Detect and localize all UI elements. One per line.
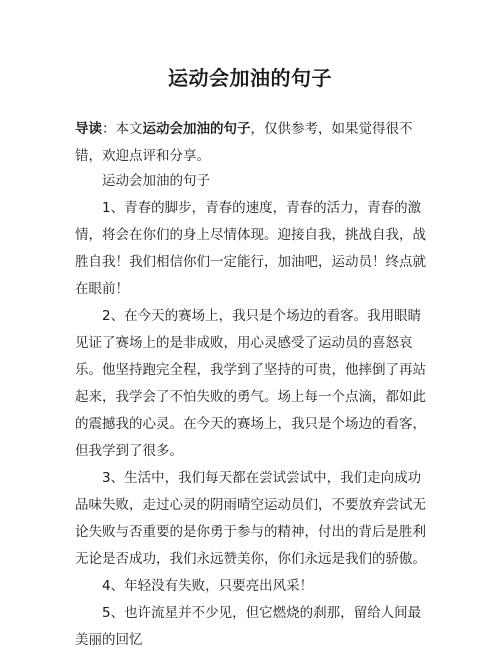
paragraph-2: 2、在今天的赛场上，我只是个场边的看客。我用眼睛见证了赛场上的是非成败，用心灵感受了运动员的喜怒哀乐。他坚持跑完全程，我学到了坚持的可贵，他摔倒了再站起来，我学会了不怕失败的勇气。场上每一个点滴，都如此的震撼我的心灵。在今天的赛场上，我只是个场边的看客，但我学到了很多。: [75, 308, 426, 459]
intro-keyword: 运动会加油的句子: [142, 121, 251, 137]
intro-label: 导读: [75, 121, 102, 137]
paragraph-4: 4、年轻没有失败，只要亮出风采！: [102, 578, 314, 594]
paragraph-5: 5、也许流星并不少见，但它燃烧的刹那，留给人间最美丽的回忆: [75, 605, 422, 648]
paragraph-1: 1、青春的脚步，青春的速度，青春的活力，青春的激情，将会在你们的身上尽情体现。迎接自我，挑战自我，战胜自我！我们相信你们一定能行，加油吧，运动员！终点就在眼前！: [75, 200, 426, 297]
intro-colon: ：本文: [102, 121, 143, 137]
document-body: [75, 168, 433, 654]
paragraph-3: 3、生活中，我们每天都在尝试尝试中，我们走向成功品味失败，走过心灵的阴雨晴空运动员们，不要放弃尝试无论失败与否重要的是你勇于参与的精神，付出的背后是胜利无论是否成功，我们永远赞美你，你们永远是我们的骄傲。: [75, 470, 426, 567]
section-heading: 运动会加油的句子: [102, 173, 210, 189]
intro-rest: ，仅供参考，如果觉得很不错，欢迎点评和分享。: [75, 121, 413, 164]
document-title: 运动会加油的句子: [168, 66, 332, 90]
intro-paragraph: [75, 116, 435, 170]
